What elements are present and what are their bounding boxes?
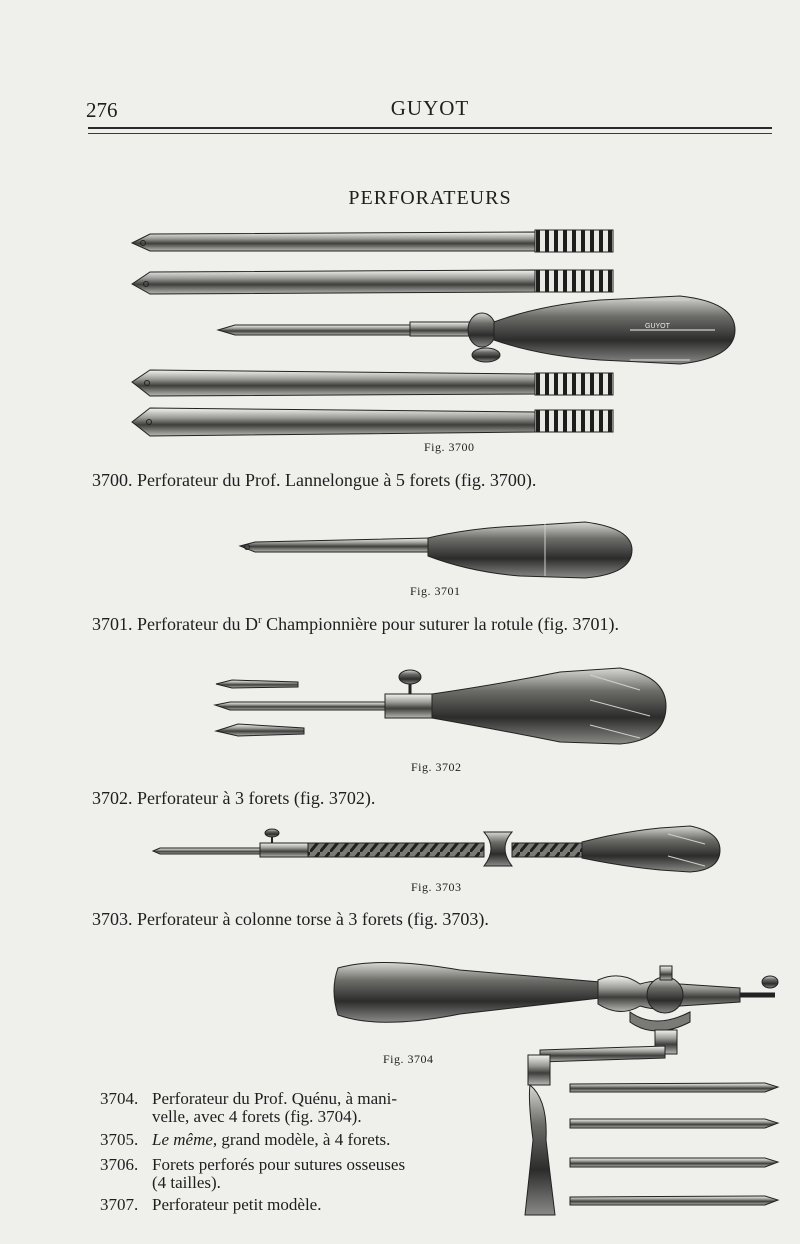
item-number: 3705. xyxy=(100,1130,139,1149)
item-text-continued: Championnière pour suturer la rotule (fig. 3701). xyxy=(261,614,620,634)
item-number: 3706. xyxy=(100,1155,139,1174)
item-text: grand modèle, à 4 forets. xyxy=(217,1130,391,1149)
page-number: 276 xyxy=(86,98,118,122)
item-number: 3702. xyxy=(92,788,133,808)
item-text-italic: Le même, xyxy=(152,1130,218,1149)
item-3701 xyxy=(92,614,619,635)
item-number: 3707. xyxy=(100,1195,139,1214)
item-3706 xyxy=(100,1156,520,1192)
item-3705 xyxy=(100,1131,500,1149)
item-3704 xyxy=(100,1090,500,1126)
item-text-superscript: r xyxy=(257,614,262,626)
fig-3700-handle xyxy=(218,296,735,364)
fig-3700-foret-2 xyxy=(132,270,613,294)
section-title: PERFORATEURS xyxy=(348,187,512,209)
fig-3703-caption: Fig. 3703 xyxy=(411,880,462,894)
item-text: Perforateur du Prof. Lannelongue à 5 forets (fig. 3700). xyxy=(137,470,537,490)
item-number: 3701. xyxy=(92,614,133,634)
item-text: Forets perforés pour sutures osseuses xyxy=(152,1155,406,1174)
item-number: 3700. xyxy=(92,470,133,490)
item-number: 3704. xyxy=(100,1089,139,1108)
fig-3700-caption: Fig. 3700 xyxy=(424,440,475,454)
item-text: Perforateur du D xyxy=(137,614,258,634)
fig-3701-instrument xyxy=(240,522,632,578)
item-3707 xyxy=(100,1196,500,1214)
fig-3704-forets xyxy=(570,1083,778,1205)
running-title: GUYOT xyxy=(390,96,470,120)
fig-3700-foret-3 xyxy=(132,370,613,396)
fig-3702-caption: Fig. 3702 xyxy=(411,760,462,774)
item-text-line2: (4 tailles). xyxy=(152,1173,221,1192)
item-3702 xyxy=(92,788,375,809)
item-text: Perforateur à colonne torse à 3 forets (fig. 3703). xyxy=(137,909,489,929)
item-number: 3703. xyxy=(92,909,133,929)
item-text: Perforateur petit modèle. xyxy=(152,1195,322,1214)
fig-3700-foret-4 xyxy=(132,408,613,436)
fig-3704-caption: Fig. 3704 xyxy=(383,1052,434,1066)
fig-3700-foret-1 xyxy=(132,230,613,252)
guyot-stamp: GUYOT xyxy=(645,323,670,330)
item-text: Perforateur du Prof. Quénu, à mani- xyxy=(152,1089,398,1108)
item-3700 xyxy=(92,470,536,491)
item-text: Perforateur à 3 forets (fig. 3702). xyxy=(137,788,376,808)
fig-3703-instrument xyxy=(153,826,720,872)
item-3703 xyxy=(92,909,489,930)
item-text-line2: velle, avec 4 forets (fig. 3704). xyxy=(152,1107,362,1126)
fig-3701-caption: Fig. 3701 xyxy=(410,584,461,598)
